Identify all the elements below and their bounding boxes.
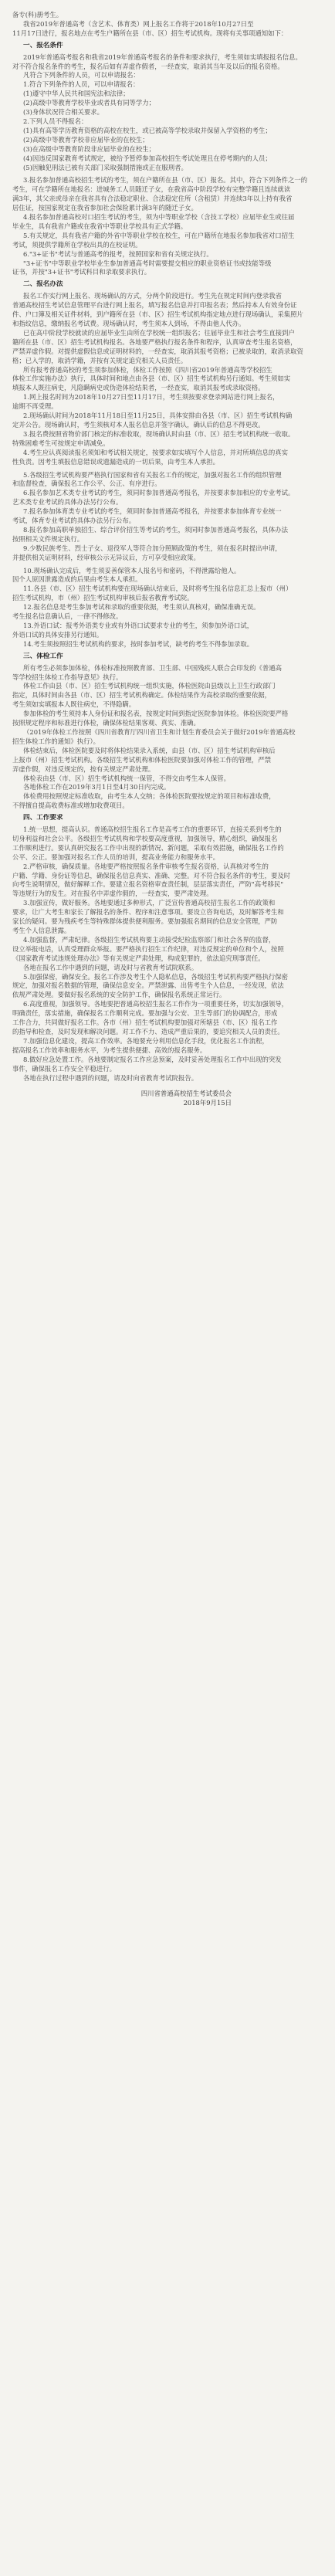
paragraph-line: 公平、公正。要加强对报名工作人员的培训，提高业务能力和服务水平。 — [12, 852, 219, 861]
paragraph-line: 1.符合下列条件的人员，可以申请报名： — [23, 80, 140, 89]
paragraph-line: 居住证，按国家规定在我省参加社会保险累计满3年的随迁子女。 — [12, 204, 198, 212]
paragraph-line: (5)因触犯刑法已被有关部门采取强制措施或正在服刑者。 — [23, 163, 188, 171]
paragraph-line: 报名工作实行网上报名、现场确认的方式，分两个阶段进行。考生先在规定时间内登录我省 — [23, 292, 282, 300]
paragraph-line: 严禁弄虚作假。对提供虚假信息或证明材料的，一经查实，取消其报考资格；已被录取的，取消录取资 — [12, 347, 303, 355]
paragraph-line: 各地体检工作在2019年3月1日至4月30日内完成。 — [23, 783, 171, 791]
paragraph-line: 各地在执行过程中遇到的问题，请及时向省教育考试院报告。 — [23, 1073, 198, 1082]
paragraph-line: 14.考生须按照招生考试机构的要求，按时参加考试，缺考的考生不得参加录取。 — [23, 639, 254, 648]
section-heading: 二、报名办法 — [23, 280, 63, 289]
paragraph-line: 《国家教育考试违规处理办法》等有关规定严肃处理，构成犯罪的，依法追究刑事责任。 — [12, 954, 265, 962]
document-section — [12, 563, 324, 649]
document-section — [12, 20, 324, 39]
paragraph-line: 5.各级招生考试机构要严格执行国家和省有关报名工作的规定，加强对报名工作的组织管理 — [23, 470, 282, 479]
section-heading: 一、报名条件 — [23, 41, 63, 49]
paragraph-line: 考生报名信息确认后，一律不得修改。 — [12, 612, 123, 621]
paragraph-line: 11月17日进行，报名地点在考生户籍所在县（市、区）招生考试机构。现将有关事项通知如下： — [12, 29, 288, 37]
paragraph-line: 考试，须提供学籍所在学校出具的在校证明。 — [12, 240, 142, 249]
paragraph-line: (1)具有高等学历教育资格的高校在校生，或已被高等学校录取并保留入学资格的考生； — [23, 126, 272, 134]
paragraph-line: 体检结束后，体检医院要及时将体检结果录入系统，由县（市、区）招生考试机构审核后 — [23, 746, 276, 754]
paragraph-line: 要求，让广大考生和家长了解报名的条件、程序和注意事项。要设立咨询电话，及时解答考生和 — [12, 908, 284, 917]
paragraph-line: (2)高级中等教育学校毕业或者具有同等学力； — [23, 99, 155, 107]
paragraph-line: 工作合力，共同做好报名工作。各市（州）招生考试机构要加强对所辖县（市、区）报名工作 — [12, 1019, 278, 1027]
paragraph-line: 提高报名工作效率和服务水平，为考生提供便捷、高效的报名服务。 — [12, 1046, 207, 1054]
paragraph-line: 和监督检查，确保报名工作公平、公正、有序进行。 — [12, 480, 161, 488]
paragraph-line: 逾期不再受理。 — [12, 402, 58, 411]
paragraph-line: (2)高级中等教育学校非应届毕业的在校生； — [23, 135, 149, 144]
paragraph-line: 上报市（州）招生考试机构。各级招生考试机构和体检医院要加强对体检工作的管理，严禁 — [12, 755, 271, 764]
paragraph-line: 弄虚作假，对违反规定的，按有关规定严肃处理。 — [12, 764, 155, 773]
paragraph-line: 外语口试的具体安排另行通知。 — [12, 630, 103, 639]
paragraph-line: 按照规定程序和标准进行体检，确保体检结果客观、真实、准确。 — [12, 719, 200, 727]
paragraph-line: 填报本人既往病史，凡隐瞒病史或伪造体检结果者，一经查实，取消其报考或录取资格。 — [12, 384, 265, 392]
paragraph-line: 特殊困难考生可按规定申请减免。 — [12, 439, 110, 447]
paragraph-line: 和指纹信息，缴纳报名考试费。现场确认时，考生须本人到场，不得由他人代办。 — [12, 320, 245, 327]
paragraph-line: 考生个人信息泄露。 — [12, 927, 71, 934]
signature-org: 四川省普通高校招生考试委员会 — [140, 1090, 232, 1098]
paragraph-line: 按照相关文件规定执行。 — [12, 534, 84, 543]
paragraph-line: 指定，具体时间由各县（市、区）招生考试机构确定。体检结果作为高校录取的重要依据， — [12, 691, 271, 700]
paragraph-line: 定并公告。现场确认时，考生须核对本人报名信息并签字确认，确认后的信息不得更改。 — [12, 420, 265, 429]
paragraph-line: 等违规行为的发生。对在报名中弄虚作假的，一经查实，要严肃处理。 — [12, 890, 213, 898]
paragraph-line: 2019年普通高考报名和我省2019年普通高考报名的条件和要求执行，考生须如实填报报名信息。 — [23, 53, 302, 61]
paragraph-line: 体检工作由县（市、区）招生考试机构统一组织实施，体检医院由县级以上卫生行政部门 — [23, 682, 276, 690]
paragraph-line: 户籍、学籍、身份证等信息，确保报名信息真实、准确、完整。对不符合报名条件的考生，要及时 — [12, 871, 291, 880]
paragraph-line: 考试，体育专业考试的具体办法另行公布。 — [12, 517, 136, 525]
paragraph-line: 设立举报电话，认真受理群众举报。要严格执行招生工作纪律，对违反规定的单位和个人，按照 — [12, 944, 284, 953]
paragraph-line: 4.报名参加普通高校对口招生考试的考生，须为中等职业学校（含技工学校）应届毕业生或往届 — [23, 213, 295, 222]
paragraph-line: 切身利益和社会公平。各级招生考试机构和学校要高度重视，加强领导，精心组织，确保报名 — [12, 834, 278, 842]
document-section — [12, 652, 324, 811]
paragraph-line: 招生考试机构，市（州）招生考试机构审核后报省教育考试院。 — [12, 594, 194, 602]
paragraph-line: 依规严肃处理。要做好报名系统的安全防护工作，确保报名系统正常运行。 — [12, 991, 226, 999]
signature-block — [12, 1089, 324, 1107]
paragraph-line: 对不符合报名条件的考生，报名后如有弄虚作假者，一经查实，取消其当年及以后的报名资格。 — [12, 62, 284, 70]
paragraph-line: 10.现场确认完成后，考生须妥善保管本人报名号和密码，不得泄露给他人。 — [23, 566, 241, 575]
paragraph-line: 因个人原因泄露造成的后果由考生本人承担。 — [12, 575, 142, 584]
section-heading: 三、体检工作 — [23, 652, 63, 660]
paragraph-line: 不得擅自提高收费标准或增加收费项目。 — [12, 802, 129, 810]
document-header: 备专(科)册考生。 — [12, 11, 63, 19]
paragraph-line: 招生体检工作的通知》执行）。 — [12, 737, 100, 745]
paragraph-line: 向考生说明情况，做好解释工作。要建立报名资格审查责任制，层层落实责任，严防"高考移民" — [12, 880, 284, 889]
signature-date: 2018年9月15日 — [183, 1099, 232, 1107]
paragraph-line: 参加体检的考生须持本人身份证和报名表，按规定时间到指定医院参加体检。体检医院要严格 — [23, 710, 289, 718]
paragraph-line: 6.报名参加艺术类专业考试的考生，须同时参加普通高考报名，并按要求参加相应的专业考试。 — [23, 489, 295, 497]
paragraph-line: 所有报考普通高校的考生须参加体检，体检工作按照《四川省2019年普通高等学校招生 — [23, 365, 272, 374]
paragraph-line: 凡符合下列条件的人员，可以申请报名： — [23, 71, 140, 80]
paragraph-line: 体检工作实施办法》执行，具体时间和地点由各县（市、区）招生考试机构另行通知。考生须如实 — [12, 375, 291, 383]
paragraph-line: 9.少数民族考生、烈士子女、退役军人等符合加分照顾政策的考生，须在报名时提出申请， — [23, 544, 282, 552]
paragraph-line: 事件，确保报名工作安全平稳进行。 — [12, 1064, 116, 1073]
paragraph-line: 证书，并按"3+证书"考试科目和录取要求执行。 — [12, 268, 151, 276]
paragraph-line: 12.报名信息是考生参加考试和录取的重要依据，考生须认真核对，确保准确无误。 — [23, 603, 260, 612]
paragraph-line: 4.考生应认真阅读报名须知和考试相关规定，按要求如实填写个人信息，并对所填信息的真实 — [23, 448, 288, 456]
paragraph-line: 2.现场确认时间为2018年11月18日至11月25日，具体安排由各县（市、区）招生考试机构确 — [23, 412, 293, 420]
paragraph-line: 等学校招生体检工作指导意见》执行。 — [12, 673, 123, 681]
paragraph-line: 4.加强监督，严肃纪律。各级招生考试机构要主动接受纪检监察部门和社会各界的监督， — [23, 935, 276, 944]
paragraph-line: 已在高中阶段学校就读的应届毕业生由所在学校统一组织报名；往届毕业生和社会考生直接到户 — [23, 328, 295, 337]
paragraph-line: 11.各县（市、区）招生考试机构要在现场确认结束后，及时将考生报名信息汇总上报市（州） — [23, 585, 293, 593]
paragraph-line: 艺术类专业考试的具体办法另行公布。 — [12, 498, 123, 507]
document-section — [12, 467, 324, 563]
paragraph-line: 3.加强宣传，做好服务。各地要通过多种形式，广泛宣传普通高校招生报名工作的政策和 — [23, 899, 276, 907]
paragraph-line: （2019年体检工作按照《四川省教育厅四川省卫生和计划生育委员会关于做好2019年普通高校 — [23, 727, 296, 736]
paragraph-line: 5.加强保密，确保安全。报名工作涉及考生个人隐私信息，各级招生考试机构要严格执行保密 — [23, 972, 288, 981]
paragraph-line: 工作顺利进行。要认真研究报名工作中出现的新情况、新问题，采取有效措施，确保报名工作的 — [12, 843, 284, 852]
paragraph-line: 考生，可在学籍所在地报名：进城务工人员随迁子女，在我省高中阶段学校有完整学籍且连续就读 — [12, 185, 291, 194]
paragraph-line: 性负责。因考生填报信息错误或遗漏造成的一切后果，由考生本人承担。 — [12, 457, 219, 466]
paragraph-line: (4)因违反国家教育考试规定，被给予暂停参加高校招生考试处理且在停考期内的人员； — [23, 154, 272, 162]
paragraph-line: 体检费用按照规定标准收取，由考生本人交纳；各体检医院要按规定的项目和标准收费， — [23, 792, 276, 801]
document-body — [12, 20, 324, 1083]
paragraph-line: 考生须如实填报本人既往病史，不得隐瞒。 — [12, 700, 136, 709]
paragraph-line: 所有考生必须参加体检，体检标准按照教育部、卫生部、中国残疾人联合会印发的《普通高 — [23, 663, 282, 672]
paragraph-line: 8.报名参加高职单独招生、综合评价招生等考试的考生，须同时参加普通高考报名，具体办法 — [23, 525, 288, 534]
paragraph-line: 我省2019年普通高考（含艺术、体育类）网上报名工作将于2018年10月27日至 — [23, 19, 254, 28]
paragraph-line: 8.做好应急处置工作。各地要制定报名工作应急预案，及时妥善处理报名工作中出现的突发 — [23, 1055, 282, 1063]
paragraph-line: 普通高校招生考试信息管理平台进行网上报名，填写报名信息并打印报名表；然后持本人有效身份证 — [12, 301, 297, 310]
paragraph-line: 5.有关规定，具有我省户籍的外省中等职业学校在校生，可在户籍所在地报名参加我省对口招生 — [23, 231, 295, 239]
paragraph-line: 3.报名费按照省物价部门核定的标准收取，现场确认时由县（市、区）招生考试机构统一收取。 — [23, 429, 295, 438]
document-section — [12, 814, 324, 1083]
paragraph-line: 满3年，其父亲或母亲在我省具有合法稳定职业、合法稳定住所（含租赁）并连续3年以上持有我省 — [12, 195, 293, 203]
paragraph-line: (3)身体状况符合相关要求。 — [23, 108, 103, 117]
paragraph-line: (1)遵守中华人民共和国宪法和法律； — [23, 90, 130, 98]
paragraph-line: 毕业生，具有我省户籍或在我省中等职业学校具有正式学籍。 — [12, 222, 188, 230]
paragraph-line: 1.统一思想，提高认识。普通高校招生报名工作是高考工作的重要环节，直接关系到考生的 — [23, 825, 282, 834]
paragraph-line: 3.报名参加普通高校招生考试的考生，须在户籍所在县（市、区）报名。其中，符合下列条件之一的 — [23, 176, 308, 185]
paragraph-line: 体检表由县（市、区）招生考试机构统一保管，不得交由考生本人保管。 — [23, 774, 230, 782]
paragraph-line: 规定，加强对报名数据的管理，确保信息安全。严禁泄露、出售考生个人信息，一经发现，依法 — [12, 981, 284, 990]
paragraph-line: 家长的疑问。要为残疾考生等特殊群体提供便利服务。要加强报名期间的信息安全管理，严防 — [12, 917, 278, 926]
paragraph-line: 格；已入学的，取消学籍，并按有关规定追究相关人员责任。 — [12, 356, 188, 364]
paragraph-line: 明确责任，落实措施，确保报名工作顺利完成。要加强与公安、卫生等部门的协调配合，形成 — [12, 1009, 278, 1018]
paragraph-line: 件、户口簿及相关证件材料，到户籍所在县（市、区）招生考试机构指定地点进行现场确认，采集照片 — [12, 310, 303, 319]
paragraph-line: 的指导和检查，及时发现和解决问题。对工作不力、造成严重后果的，要追究相关人员的责任。 — [12, 1027, 284, 1035]
document-section — [12, 172, 324, 277]
paragraph-line: 13.外语口试：报考外语类专业或有外语口试要求专业的考生，须参加外语口试， — [23, 622, 254, 629]
paragraph-line: 6.高度重视，加强领导。各地要把普通高校招生报名工作作为一项重要任务，切实加强领导， — [23, 1000, 288, 1008]
paragraph-line: 并提供相关证明材料，经审核公示无异议后，方可享受相应政策。 — [12, 553, 200, 561]
paragraph-line: 各地在报名工作中遇到的问题，请及时与省教育考试院联系。 — [23, 963, 198, 971]
paragraph-line: 2.下列人员不得报名： — [23, 117, 88, 125]
section-heading: 四、工作要求 — [23, 814, 63, 822]
paragraph-line: "3+证书"中等职业学校毕业生参加普通高考时需要提交相应的职业资格证书或技能等级 — [23, 259, 272, 267]
paragraph-line: 2.严格审核，确保质量。各地要严格按照报名条件审核考生报名资格，认真核对考生的 — [23, 862, 269, 870]
paragraph-line: (3)在高级中等教育阶段非应届毕业的在校生； — [23, 144, 155, 153]
paragraph-line: 1.网上报名时间为2018年10月27日至11月17日，考生须按要求登录网站进行网上报名， — [23, 393, 279, 402]
document-section — [12, 280, 324, 466]
document-section — [12, 42, 324, 173]
paragraph-line: 7.报名参加体育类专业考试的考生，须同时参加普通高考报名，并按要求参加体育专业统一 — [23, 507, 282, 516]
paragraph-line: 6."3+证书"考试与普通高考的报考，按照国家和省有关规定执行。 — [23, 249, 213, 258]
paragraph-line: 7.加强信息化建设，提高工作效率。各地要充分利用信息化手段，优化报名工作流程， — [23, 1036, 269, 1045]
paragraph-line: 籍所在县（市、区）招生考试机构报名。各地要严格执行报名条件和程序，认真审查考生报名资格， — [12, 337, 297, 346]
